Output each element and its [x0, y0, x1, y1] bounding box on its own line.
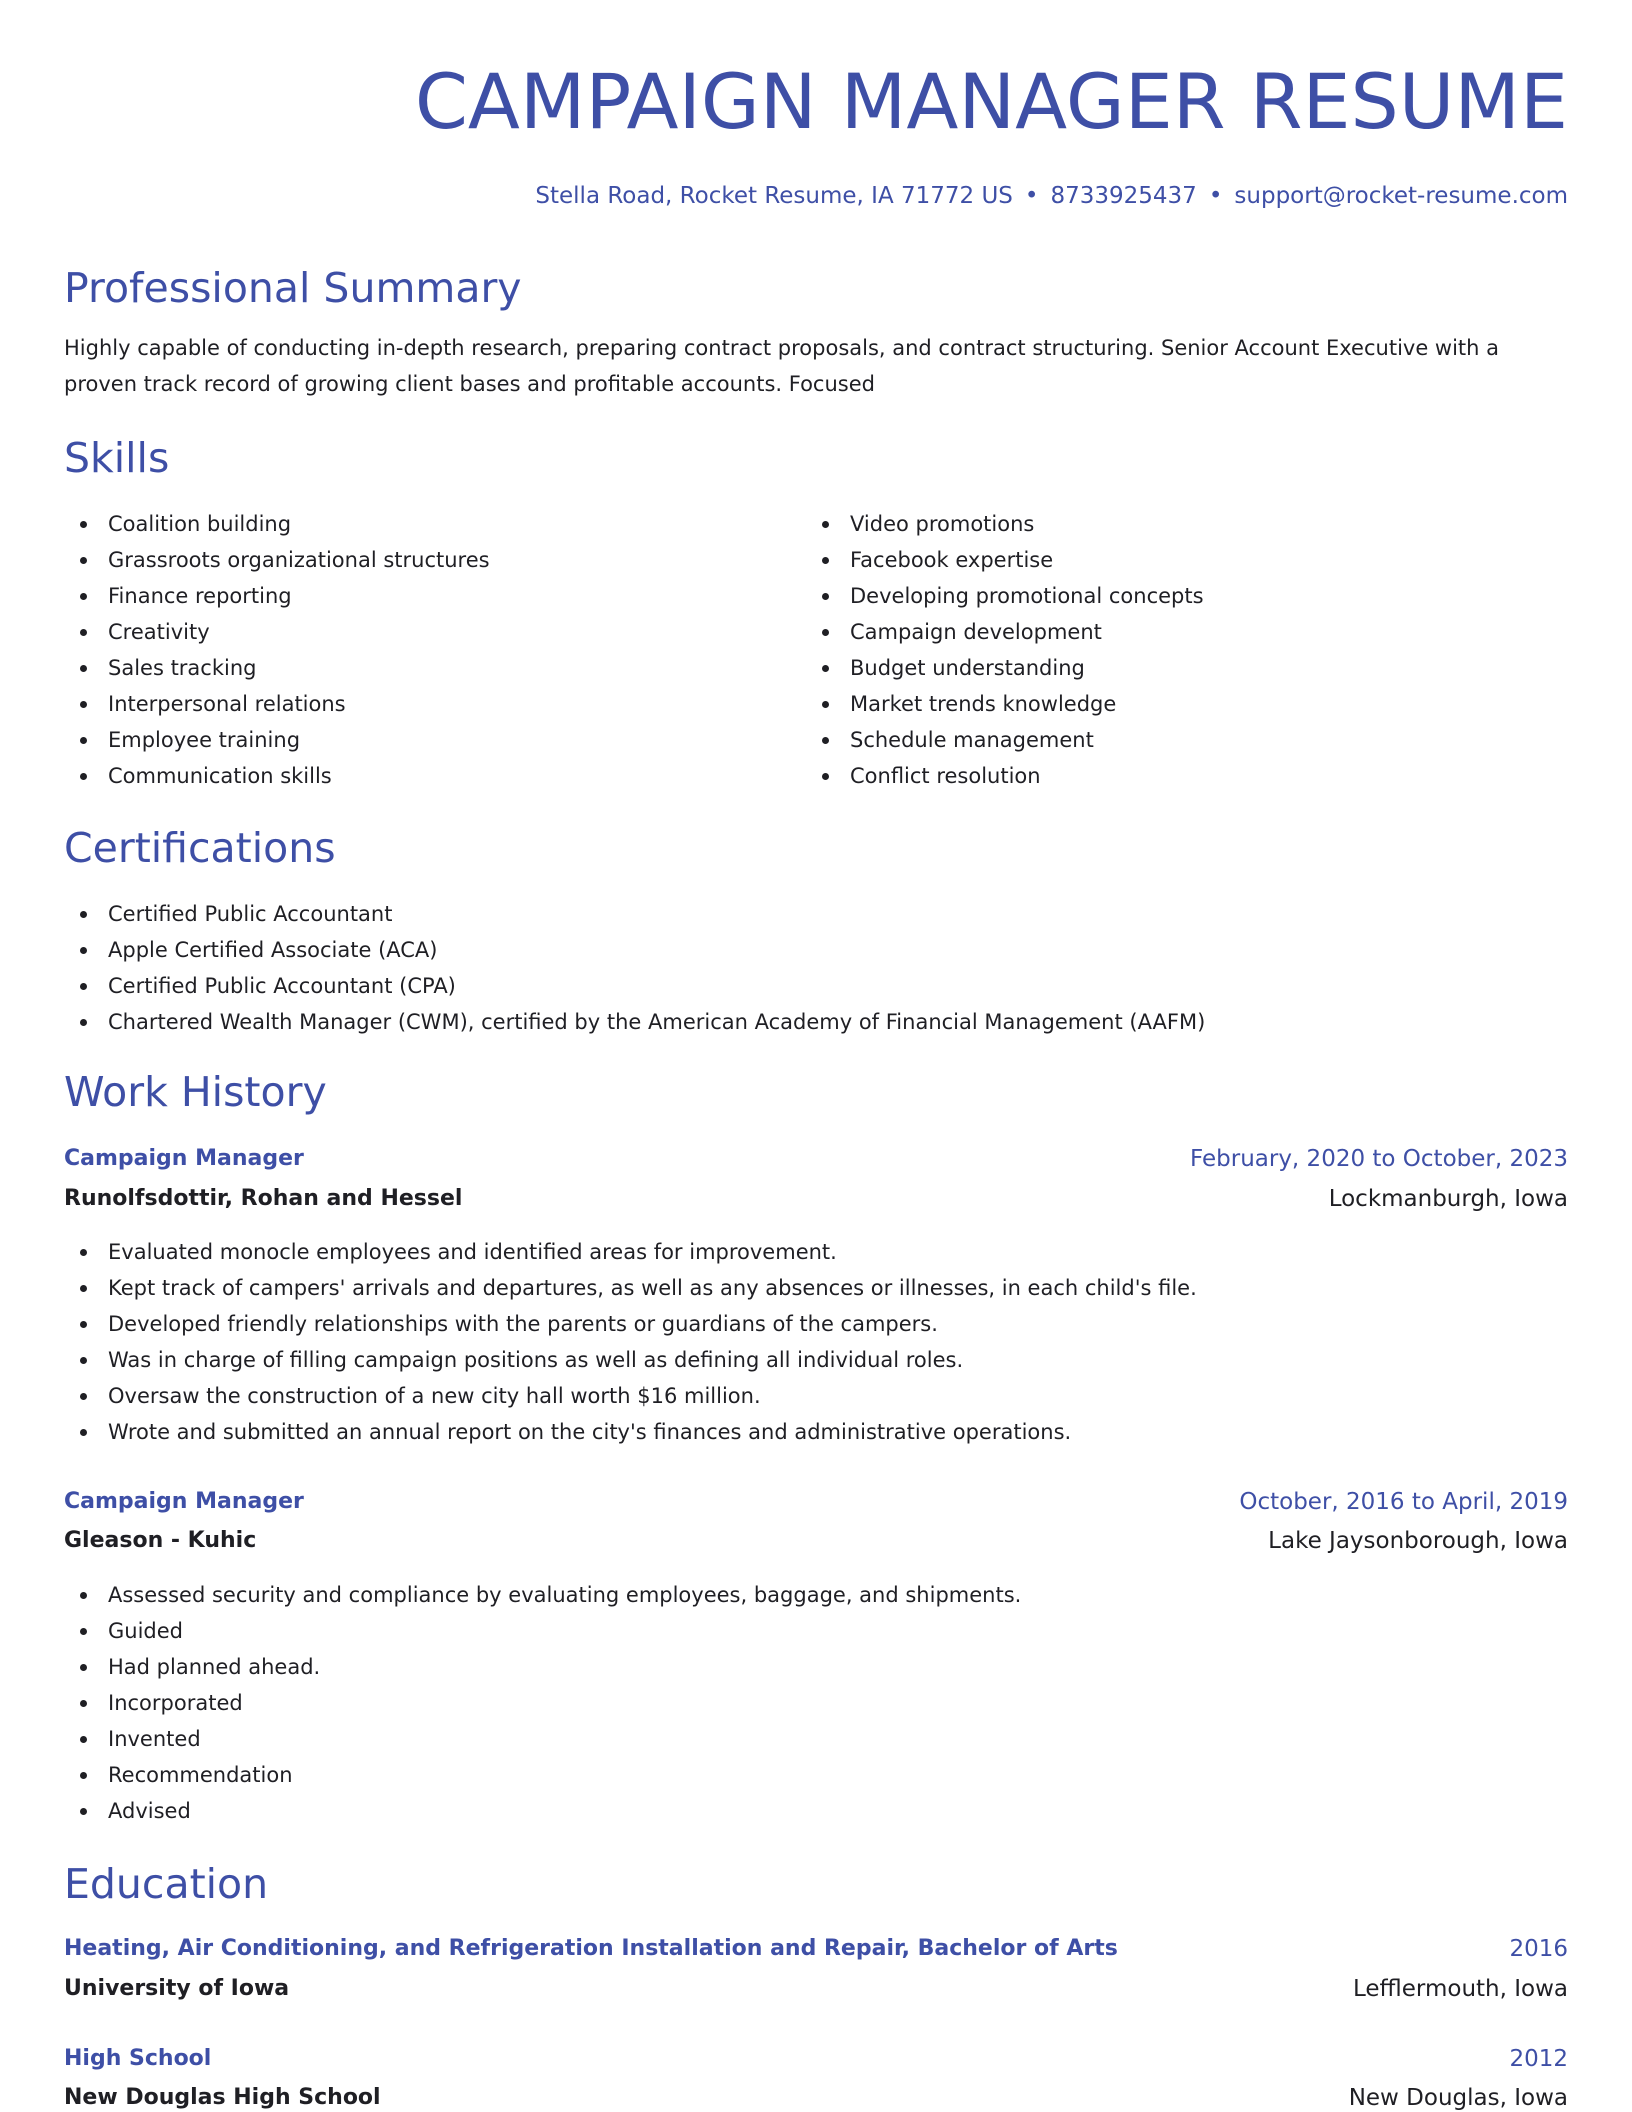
list-item: Facebook expertise [806, 542, 1546, 578]
education-degree: Heating, Air Conditioning, and Refrigeration Installation and Repair, Bachelor of Arts [64, 1936, 1118, 1961]
skills-list-right [806, 506, 1546, 794]
list-item: Guided [64, 1613, 1568, 1649]
job-title-row [64, 1141, 1568, 1177]
list-item: Campaign development [806, 614, 1546, 650]
list-item: Kept track of campers' arrivals and departures, as well as any absences or illnesses, in each child's file. [64, 1270, 1568, 1306]
certifications-list [64, 896, 1568, 1040]
list-item: Wrote and submitted an annual report on the city's finances and administrative operations. [64, 1414, 1568, 1450]
section-heading-skills: Skills [64, 434, 170, 482]
list-item: Apple Certified Associate (ACA) [64, 932, 1568, 968]
job-dates: October, 2016 to April, 2019 [1239, 1489, 1568, 1515]
list-item: Employee training [64, 722, 804, 758]
list-item: Was in charge of filling campaign positions as well as defining all individual roles. [64, 1342, 1568, 1378]
list-item: Finance reporting [64, 578, 804, 614]
section-heading-education: Education [64, 1860, 269, 1908]
contact-separator: • [1208, 183, 1223, 209]
education-location: New Douglas, Iowa [1348, 2085, 1568, 2111]
list-item: Invented [64, 1721, 1568, 1757]
contact-separator: • [1024, 183, 1039, 209]
section-heading-summary: Professional Summary [64, 264, 522, 312]
list-item: Developing promotional concepts [806, 578, 1546, 614]
education-school: University of Iowa [64, 1976, 290, 2001]
job-company-row [64, 1523, 1568, 1559]
list-item: Had planned ahead. [64, 1649, 1568, 1685]
job-location: Lake Jaysonborough, Iowa [1268, 1528, 1568, 1554]
job-title: Campaign Manager [64, 1146, 304, 1171]
list-item: Schedule management [806, 722, 1546, 758]
list-item: Budget understanding [806, 650, 1546, 686]
list-item: Advised [64, 1793, 1568, 1829]
job-company: Gleason - Kuhic [64, 1528, 257, 1553]
education-school-row [64, 2080, 1568, 2112]
list-item: Video promotions [806, 506, 1546, 542]
list-item: Coalition building [64, 506, 804, 542]
resume-title: CAMPAIGN MANAGER RESUME [414, 57, 1568, 146]
summary-text: Highly capable of conducting in-depth research, preparing contract proposals, and contract structuring. Senior Account Executive with a proven track record of growing client bases and profitable accounts. Focused [64, 336, 1500, 396]
job-bullets [64, 1234, 1568, 1450]
education-school: New Douglas High School [64, 2085, 381, 2110]
list-item: Creativity [64, 614, 804, 650]
list-item: Market trends knowledge [806, 686, 1546, 722]
job-bullets [64, 1577, 1568, 1829]
list-item: Assessed security and compliance by evaluating employees, baggage, and shipments. [64, 1577, 1568, 1613]
contact-phone: 8733925437 [1050, 183, 1197, 209]
education-degree: High School [64, 2046, 212, 2071]
skills-list-left [64, 506, 804, 794]
list-item: Sales tracking [64, 650, 804, 686]
job-company-row [64, 1181, 1568, 1217]
job-title: Campaign Manager [64, 1489, 304, 1514]
list-item: Certified Public Accountant (CPA) [64, 968, 1568, 1004]
education-year: 2016 [1509, 1936, 1568, 1962]
list-item: Oversaw the construction of a new city hall worth $16 million. [64, 1378, 1568, 1414]
contact-address: Stella Road, Rocket Resume, IA 71772 US [535, 183, 1013, 209]
contact-line [535, 180, 1568, 212]
job-location: Lockmanburgh, Iowa [1328, 1186, 1568, 1212]
list-item: Grassroots organizational structures [64, 542, 804, 578]
section-heading-certifications: Certifications [64, 824, 336, 872]
education-degree-row [64, 2041, 1568, 2077]
education-year: 2012 [1509, 2046, 1568, 2072]
education-location: Lefflermouth, Iowa [1352, 1976, 1568, 2002]
list-item: Communication skills [64, 758, 804, 794]
education-school-row [64, 1971, 1568, 2007]
list-item: Developed friendly relationships with the parents or guardians of the campers. [64, 1306, 1568, 1342]
list-item: Incorporated [64, 1685, 1568, 1721]
resume-page [64, 0, 1568, 2112]
section-heading-work-history: Work History [64, 1068, 327, 1116]
list-item: Chartered Wealth Manager (CWM), certified by the American Academy of Financial Management (AAFM) [64, 1004, 1568, 1040]
list-item: Evaluated monocle employees and identified areas for improvement. [64, 1234, 1568, 1270]
job-company: Runolfsdottir, Rohan and Hessel [64, 1186, 463, 1211]
list-item: Conflict resolution [806, 758, 1546, 794]
list-item: Certified Public Accountant [64, 896, 1568, 932]
contact-email: support@rocket-resume.com [1234, 183, 1568, 209]
job-title-row [64, 1484, 1568, 1520]
list-item: Interpersonal relations [64, 686, 804, 722]
job-dates: February, 2020 to October, 2023 [1190, 1146, 1568, 1172]
list-item: Recommendation [64, 1757, 1568, 1793]
education-degree-row [64, 1931, 1568, 1967]
